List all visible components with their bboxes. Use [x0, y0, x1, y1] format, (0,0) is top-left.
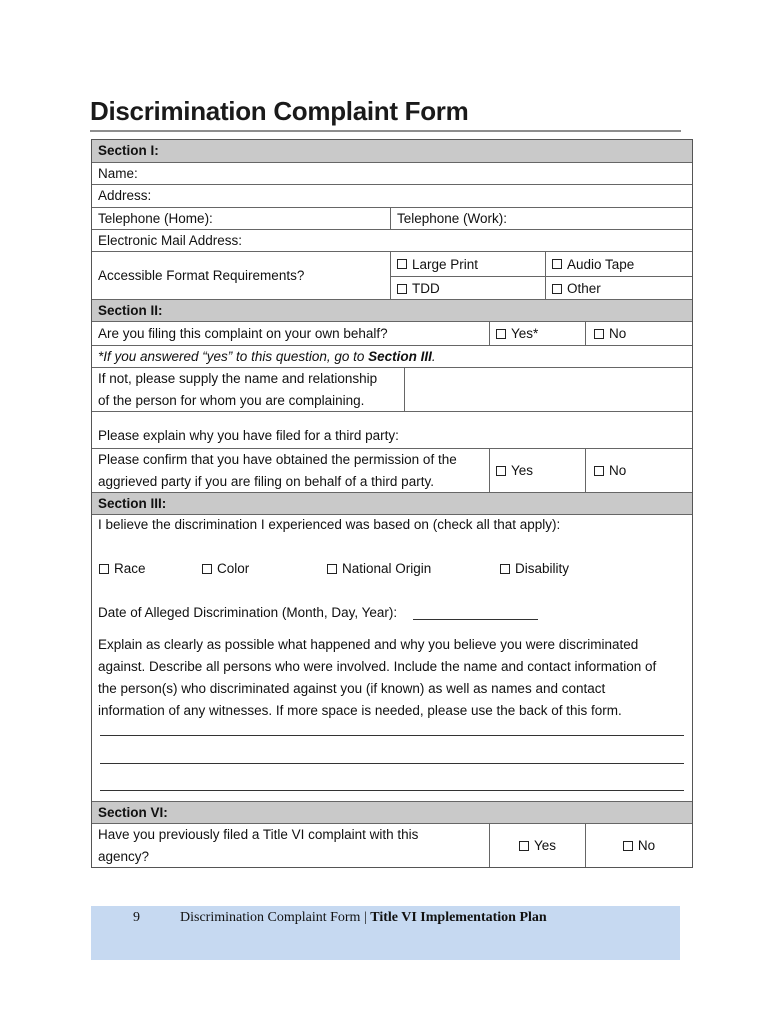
footer-separator: |: [363, 910, 367, 925]
date-label: Date of Alleged Discrimination (Month, Day, Year):: [98, 605, 398, 620]
tdd-checkbox[interactable]: [397, 284, 407, 294]
footer-plan: Title VI Implementation Plan: [370, 910, 547, 925]
telephone-home-field[interactable]: [92, 208, 390, 229]
large-print-label: Large Print: [412, 256, 479, 272]
disability-label: Disability: [515, 561, 570, 576]
own-behalf-yes-label: Yes*: [511, 326, 539, 341]
third-party-name-label: If not, please supply the name and relationship of the person for whom you are complaining.: [98, 371, 378, 408]
telephone-row: [92, 207, 692, 229]
permission-yes-label: Yes: [511, 463, 534, 478]
permission-yes-checkbox[interactable]: [496, 466, 506, 476]
page-number: 9: [133, 910, 140, 925]
race-option[interactable]: [99, 561, 146, 576]
own-behalf-no-checkbox[interactable]: [594, 329, 604, 339]
color-option[interactable]: [202, 561, 249, 576]
national-origin-label: National Origin: [342, 561, 432, 576]
address-label: Address:: [98, 188, 152, 203]
section-1-header: Section I:: [92, 140, 692, 162]
date-input-line[interactable]: [413, 607, 538, 620]
basis-question: I believe the discrimination I experienced was based on (check all that apply):: [98, 517, 561, 532]
national-origin-option[interactable]: [327, 561, 431, 576]
accessible-format-label: Accessible Format Requirements?: [98, 268, 305, 283]
name-field[interactable]: [92, 162, 692, 184]
own-behalf-no-option[interactable]: [586, 322, 692, 345]
yes-note: *If you answered “yes” to this question, go to Section III.: [98, 349, 436, 364]
third-party-name-row: [92, 367, 692, 411]
yes-note-row: [92, 345, 692, 367]
section-3-header: Section III:: [92, 492, 692, 514]
complaint-form: [91, 139, 693, 868]
audio-tape-label: Audio Tape: [567, 256, 635, 272]
third-party-reason-label: Please explain why you have filed for a third party:: [98, 428, 399, 443]
telephone-home-label: Telephone (Home):: [98, 211, 213, 226]
disability-checkbox[interactable]: [500, 564, 510, 574]
own-behalf-no-label: No: [609, 326, 627, 341]
own-behalf-row: [92, 321, 692, 345]
footer-title: [180, 910, 547, 926]
national-origin-checkbox[interactable]: [327, 564, 337, 574]
basis-block: [92, 514, 692, 801]
color-checkbox[interactable]: [202, 564, 212, 574]
race-label: Race: [114, 561, 146, 576]
explain-write-line-3[interactable]: [100, 790, 684, 791]
explain-instructions: Explain as clearly as possible what happened and why you believe you were discriminated against. Describe all persons who were involved. Include the name and contact information of the person(s) who discriminated against you (if known) as well as names and contact information of any witnesses. If more space is needed, please use the back of this form.: [98, 637, 657, 718]
third-party-reason-field[interactable]: [92, 411, 692, 448]
previous-yes-checkbox[interactable]: [519, 841, 529, 851]
previous-complaint-question: Have you previously filed a Title VI complaint with this agency?: [98, 827, 419, 864]
footer-doc-name: Discrimination Complaint Form: [180, 910, 361, 925]
permission-question: Please confirm that you have obtained the permission of the aggrieved party if you are filing on behalf of a third party.: [98, 452, 457, 489]
tdd-label: TDD: [412, 281, 440, 296]
disability-option[interactable]: [500, 561, 569, 576]
section-2-header: Section II:: [92, 299, 692, 321]
previous-yes-label: Yes: [533, 838, 557, 853]
section-3-reference: Section III: [368, 349, 432, 364]
audio-tape-checkbox[interactable]: [552, 259, 562, 269]
third-party-name-input[interactable]: [405, 368, 692, 411]
email-label: Electronic Mail Address:: [98, 233, 243, 248]
accessible-format-row: [92, 251, 692, 299]
permission-row: [92, 448, 692, 492]
race-checkbox[interactable]: [99, 564, 109, 574]
title-divider: [90, 130, 681, 132]
other-option[interactable]: [546, 277, 692, 300]
previous-no-option[interactable]: [586, 824, 692, 867]
audio-tape-option[interactable]: [546, 252, 692, 276]
own-behalf-yes-option[interactable]: [490, 322, 585, 345]
explain-write-line-1[interactable]: [100, 735, 684, 736]
explain-write-line-2[interactable]: [100, 763, 684, 764]
telephone-work-field[interactable]: [391, 208, 692, 229]
name-label: Name:: [98, 166, 138, 181]
permission-yes-option[interactable]: [490, 449, 585, 492]
permission-no-option[interactable]: [586, 449, 692, 492]
tdd-option[interactable]: [391, 277, 545, 300]
date-field[interactable]: [98, 605, 538, 620]
address-field[interactable]: [92, 184, 692, 207]
section-6-header: Section VI:: [92, 801, 692, 823]
other-checkbox[interactable]: [552, 284, 562, 294]
telephone-work-label: Telephone (Work):: [397, 211, 508, 226]
previous-complaint-row: [92, 823, 692, 867]
large-print-option[interactable]: [391, 252, 545, 276]
own-behalf-yes-checkbox[interactable]: [496, 329, 506, 339]
email-field[interactable]: [92, 229, 692, 251]
other-label: Other: [567, 281, 601, 296]
previous-no-label: No: [637, 838, 656, 853]
page-title: Discrimination Complaint Form: [90, 96, 469, 126]
page-footer: [91, 906, 680, 960]
permission-no-label: No: [609, 463, 627, 478]
previous-no-checkbox[interactable]: [623, 841, 633, 851]
color-label: Color: [217, 561, 250, 576]
large-print-checkbox[interactable]: [397, 259, 407, 269]
permission-no-checkbox[interactable]: [594, 466, 604, 476]
own-behalf-question: Are you filing this complaint on your own behalf?: [98, 326, 388, 341]
previous-yes-option[interactable]: [490, 824, 585, 867]
